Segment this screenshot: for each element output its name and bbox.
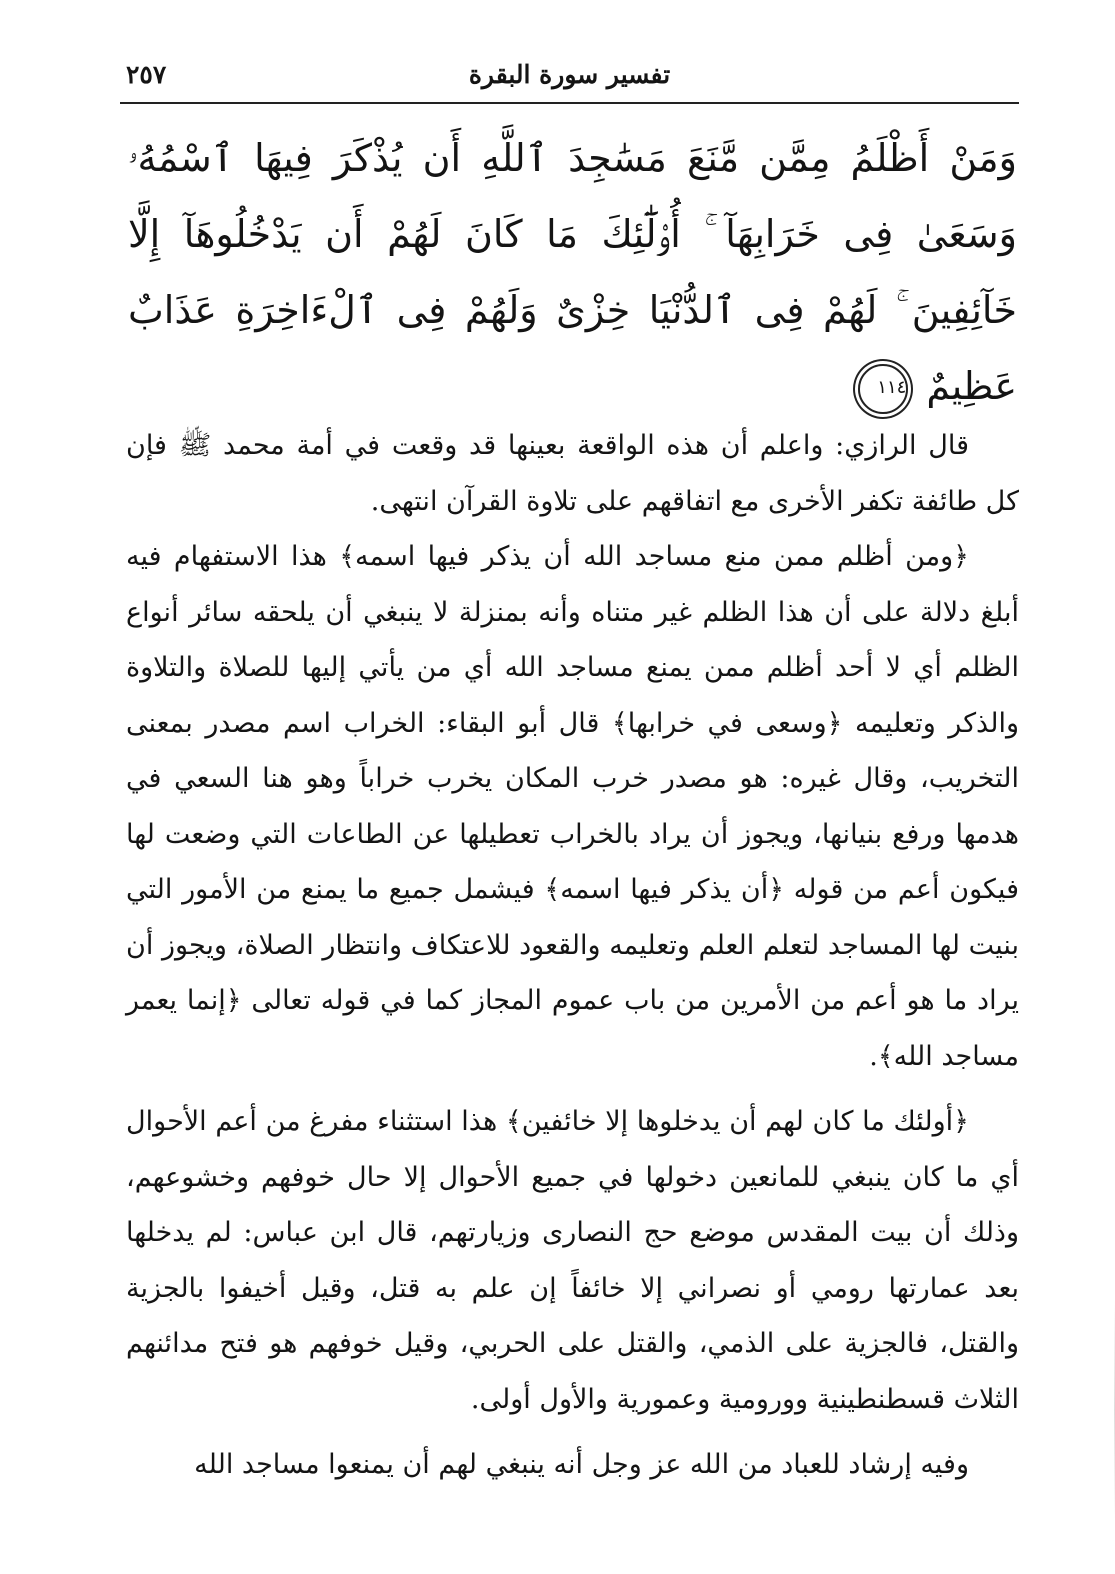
quran-verse-text: وَمَنْ أَظْلَمُ مِمَّن مَّنَعَ مَسَٰجِدَ ٱللَّهِ أَن يُذْكَرَ فِيهَا ٱسْمُهُۥ وَسَعَىٰ فِى خَرَابِهَآ ۚ أُو۟لَٰٓئِكَ مَا كَانَ لَهُمْ أَن يَدْخُلُوهَآ إِلَّا خَآئِفِينَ ۚ لَهُمْ فِى ٱلدُّنْيَا خِزْىٌ وَلَهُمْ فِى ٱلْءَاخِرَةِ عَذَابٌ عَظِيمٌ	[128, 136, 1017, 408]
paragraph-3: ﴿أولئك ما كان لهم أن يدخلوها إلا خائفين﴾ هذا استثناء مفرغ من أعم الأحوال أي ما كان ينبغي للمانعين دخولها في جميع الأحوال إلا حال خوفهم وخشوعهم، وذلك أن بيت المقدس موضع حج النصارى وزيارتهم، قال ابن عباس: لم يدخلها بعد عمارتها رومي أو نصراني إلا خائفاً إن علم به قتل، وقيل أخيفوا بالجزية والقتل، فالجزية على الذمي، والقتل على الحربي، وقيل خوفهم هو فتح مدائنهم الثلاث قسطنطينية وورومية وعمورية والأول أولى.	[126, 1106, 1019, 1415]
page-header	[120, 58, 1019, 104]
page-number: ٢٥٧	[126, 60, 167, 89]
paragraph-2: ﴿ومن أظلم ممن منع مساجد الله أن يذكر فيها اسمه﴾ هذا الاستفهام فيه أبلغ دلالة على أن هذا الظلم غير متناه وأنه بمنزلة لا ينبغي أن يلحقه سائر أنواع الظلم أي لا أحد أظلم ممن يمنع مساجد الله أي من يأتي إليها للصلاة والتلاوة والذكر وتعليمه ﴿وسعى في خرابها﴾ قال أبو البقاء: الخراب اسم مصدر بمعنى التخريب، وقال غيره: هو مصدر خرب المكان يخرب خراباً وهو هنا السعي في هدمها ورفع بنيانها، ويجوز أن يراد بالخراب تعطيلها عن الطاعات التي وضعت لها فيكون أعم من قوله ﴿أن يذكر فيها اسمه﴾ فيشمل جميع ما يمنع من الأمور التي بنيت لها المساجد لتعلم العلم وتعليمه والقعود للاعتكاف وانتظار الصلاة، ويجوز أن يراد ما هو أعم من الأمرين من باب عموم المجاز كما في قوله تعالى ﴿إنما يعمر مساجد الله﴾.	[126, 541, 1019, 1072]
verse-number-marker: ١١٤	[858, 364, 908, 414]
paragraph-4: وفيه إرشاد للعباد من الله عز وجل أنه ينبغي لهم أن يمنعوا مساجد الله	[194, 1449, 969, 1480]
paragraph-1: قال الرازي: واعلم أن هذه الواقعة بعينها قد وقعت في أمة محمد ﷺ فإن كل طائفة تكفر الأخرى مع اتفاقهم على تلاوة القرآن انتهى.	[126, 430, 1019, 517]
running-title: تفسير سورة البقرة	[468, 60, 671, 89]
commentary-body	[126, 418, 1019, 1493]
quran-verse-block	[128, 120, 1017, 424]
